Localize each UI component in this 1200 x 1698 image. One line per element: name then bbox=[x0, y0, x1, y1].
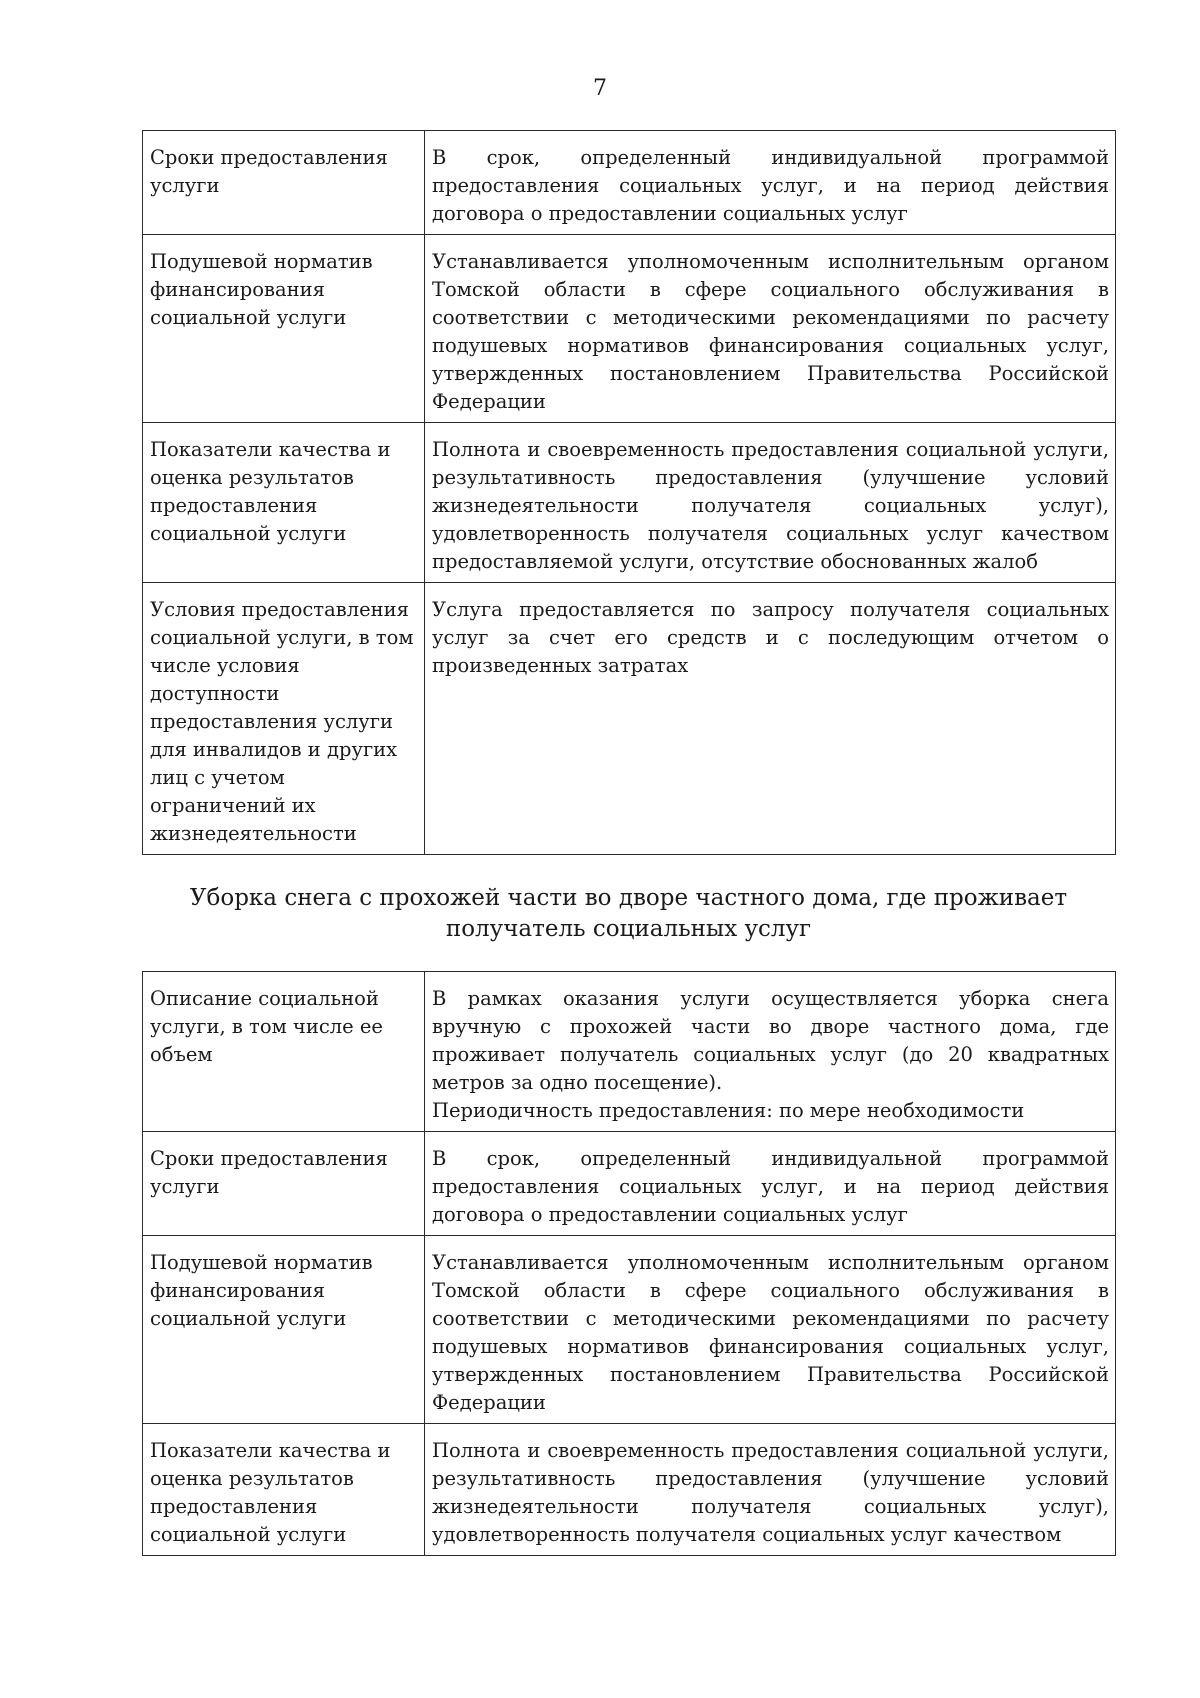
row-label: Подушевой норматив финансирования социальной услуги bbox=[143, 235, 425, 423]
row-label: Сроки предоставления услуги bbox=[143, 1132, 425, 1236]
table-row bbox=[143, 972, 1116, 1132]
description-paragraph: Полнота и своевременность предоставления социальной услуги, результативность предоставления (улучшение условий жизнедеятельности получателя социальных услуг), удовлетворенность получателя социальных услуг качеством bbox=[432, 1439, 1109, 1546]
row-label: Показатели качества и оценка результатов предоставления социальной услуги bbox=[143, 1424, 425, 1556]
row-description bbox=[425, 235, 1116, 423]
row-label: Условия предоставления социальной услуги, в том числе условия доступности предоставления услуги для инвалидов и других лиц с учетом ограничений их жизнедеятельности bbox=[143, 583, 425, 855]
table-row bbox=[143, 423, 1116, 583]
section-heading bbox=[142, 883, 1115, 945]
section-heading-line: Уборка снега с прохожей части во дворе частного дома, где проживает bbox=[189, 885, 1068, 911]
description-paragraph: Устанавливается уполномоченным исполнительным органом Томской области в сфере социального обслуживания в соответствии с методическими рекомендациями по расчету подушевых нормативов финансирования социальных услуг, утвержденных постановлением Правительства Российской Федерации bbox=[432, 250, 1109, 413]
description-paragraph: Услуга предоставляется по запросу получателя социальных услуг за счет его средств и с последующим отчетом о произведенных затратах bbox=[432, 598, 1109, 677]
description-paragraph: В рамках оказания услуги осуществляется уборка снега вручную с прохожей части во дворе частного дома, где проживает получатель социальных услуг (до 20 квадратных метров за одно посещение). bbox=[432, 987, 1109, 1094]
description-paragraph: Устанавливается уполномоченным исполнительным органом Томской области в сфере социального обслуживания в соответствии с методическими рекомендациями по расчету подушевых нормативов финансирования социальных услуг, утвержденных постановлением Правительства Российской Федерации bbox=[432, 1251, 1109, 1414]
description-paragraph: Периодичность предоставления: по мере необходимости bbox=[432, 1099, 1025, 1122]
description-paragraph: Полнота и своевременность предоставления социальной услуги, результативность предоставления (улучшение условий жизнедеятельности получателя социальных услуг), удовлетворенность получателя социальных услуг качеством предоставляемой услуги, отсутствие обоснованных жалоб bbox=[432, 438, 1109, 573]
row-label: Сроки предоставления услуги bbox=[143, 131, 425, 235]
table-row bbox=[143, 1424, 1116, 1556]
row-description bbox=[425, 1236, 1116, 1424]
row-description bbox=[425, 131, 1116, 235]
table-row bbox=[143, 1132, 1116, 1236]
page-number: 7 bbox=[593, 76, 607, 101]
table-row bbox=[143, 131, 1116, 235]
table-row bbox=[143, 583, 1116, 855]
row-description bbox=[425, 1132, 1116, 1236]
snow-removal-service-table bbox=[142, 971, 1116, 1556]
table-row bbox=[143, 235, 1116, 423]
section-heading-line: получатель социальных услуг bbox=[445, 916, 812, 942]
table-row bbox=[143, 1236, 1116, 1424]
row-label: Показатели качества и оценка результатов предоставления социальной услуги bbox=[143, 423, 425, 583]
row-description bbox=[425, 583, 1116, 855]
row-description bbox=[425, 1424, 1116, 1556]
row-label: Подушевой норматив финансирования социальной услуги bbox=[143, 1236, 425, 1424]
row-description bbox=[425, 972, 1116, 1132]
service-terms-table bbox=[142, 130, 1116, 855]
row-description bbox=[425, 423, 1116, 583]
description-paragraph: В срок, определенный индивидуальной программой предоставления социальных услуг, и на период действия договора о предоставлении социальных услуг bbox=[432, 1147, 1109, 1226]
row-label: Описание социальной услуги, в том числе ее объем bbox=[143, 972, 425, 1132]
description-paragraph: В срок, определенный индивидуальной программой предоставления социальных услуг, и на период действия договора о предоставлении социальных услуг bbox=[432, 146, 1109, 225]
